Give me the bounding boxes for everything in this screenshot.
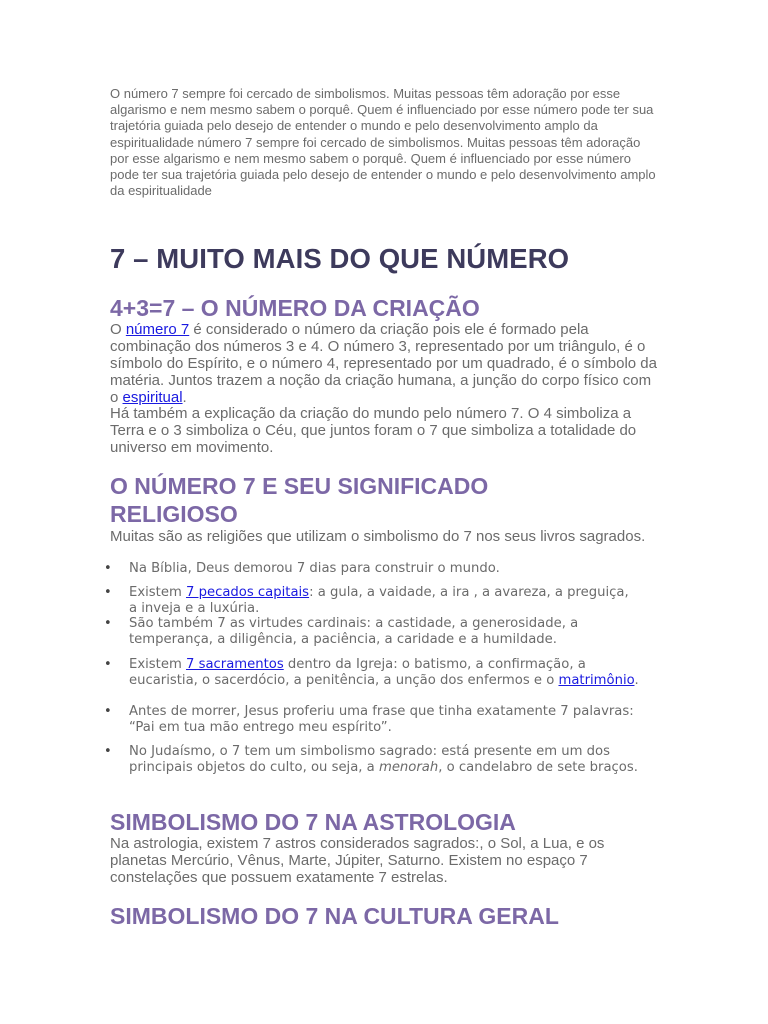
list-item-text: Antes de morrer, Jesus proferiu uma frase que tinha exatamente 7 palavras: “Pai em tua mão entrego meu espírito”. [129, 704, 634, 735]
link-numero-7[interactable]: número 7 [125, 321, 190, 338]
link-espiritual[interactable]: espiritual [122, 388, 183, 406]
list-item-text-start: Existem [129, 657, 186, 672]
creation-paragraph [110, 322, 660, 407]
intro-paragraph: O número 7 sempre foi cercado de simbolismos. Muitas pessoas têm adoração por esse algarismo e nem mesmo sabem o porquê. Quem é influenciado por esse número pode ter sua trajetória guiada pelo desejo de entender o mundo e pelo desenvolvimento amplo da espiritualidade número 7 sempre foi cercado de simbolismos. Muitas pessoas têm adoração por esse algarismo e nem mesmo sabem o porquê. Quem é influenciado por esse número pode ter sua trajetória guiada pelo desejo de entender o mundo e pelo desenvolvimento amplo da espiritualidade [110, 86, 656, 199]
creation-text-middle: é considerado o número da criação pois ele é formado pela combinação dos números 3 e 4. O número 3, representado por um triângulo, é o símbolo do Espírito, e o número 4, representado por um quadrado, é o símbolo da matéria. Juntos trazem a noção da criação humana, a junção do corpo físico com o [110, 321, 657, 406]
section-heading-creation: 4+3=7 – O NÚMERO DA CRIAÇÃO [110, 295, 480, 321]
list-item [104, 616, 640, 647]
list-item [104, 704, 640, 735]
astrology-paragraph: Na astrologia, existem 7 astros considerados sagrados:, o Sol, a Lua, e os planetas Mercúrio, Vênus, Marte, Júpiter, Saturno. Existem no espaço 7 constelações que possuem exatamente 7 estrelas. [110, 835, 605, 886]
creation-paragraph-2: Há também a explicação da criação do mundo pelo número 7. O 4 simboliza a Terra e o 3 simboliza o Céu, que juntos foram o 7 que simboliza a totalidade do universo em movimento. [110, 405, 637, 456]
bullet-icon: • [104, 704, 112, 719]
list-item-text: São também 7 as virtudes cardinais: a castidade, a generosidade, a temperança, a diligência, a paciência, a caridade e a humildade. [129, 616, 579, 647]
creation-text-end: . [182, 388, 187, 406]
list-item-text-end: . [634, 672, 639, 688]
section-heading-astrology: SIMBOLISMO DO 7 NA ASTROLOGIA [110, 809, 516, 835]
list-item-text-middle: dentro da Igreja: o batismo, a confirmação, a eucaristia, o sacerdócio, a penitência, a unção dos enfermos e o [129, 657, 586, 688]
creation-text-start: O [110, 321, 126, 338]
bullet-icon: • [104, 657, 112, 672]
bullet-icon: • [104, 616, 112, 631]
section-heading-culture: SIMBOLISMO DO 7 NA CULTURA GERAL [110, 903, 559, 929]
bullet-icon: • [104, 585, 112, 600]
section-heading-religious: O NÚMERO 7 E SEU SIGNIFICADO RELIGIOSO [110, 473, 489, 527]
list-item [104, 585, 640, 616]
list-item-text: Na Bíblia, Deus demorou 7 dias para construir o mundo. [129, 561, 500, 576]
list-item-text-start: Existem [129, 585, 186, 600]
list-item [104, 657, 640, 688]
bullet-icon: • [104, 561, 112, 576]
list-item-text-end: , o candelabro de sete braços. [438, 759, 638, 775]
religious-intro: Muitas são as religiões que utilizam o simbolismo do 7 nos seus livros sagrados. [110, 528, 646, 545]
bullet-icon: • [104, 744, 112, 759]
list-item [104, 561, 640, 577]
menorah-term: menorah [378, 759, 439, 775]
link-sacramentos[interactable]: 7 sacramentos [186, 657, 284, 672]
link-pecados-capitais[interactable]: 7 pecados capitais [186, 585, 310, 600]
list-item [104, 744, 640, 775]
link-matrimonio[interactable]: matrimônio [558, 672, 635, 688]
page-title: 7 – MUITO MAIS DO QUE NÚMERO [110, 243, 570, 274]
list-item-text-start: No Judaísmo, o 7 tem um simbolismo sagrado: está presente em um dos principais objetos do culto, ou seja, a [129, 744, 610, 775]
list-item-text-end: : a gula, a vaidade, a ira , a avareza, a preguiça, a inveja e a luxúria. [129, 585, 629, 616]
